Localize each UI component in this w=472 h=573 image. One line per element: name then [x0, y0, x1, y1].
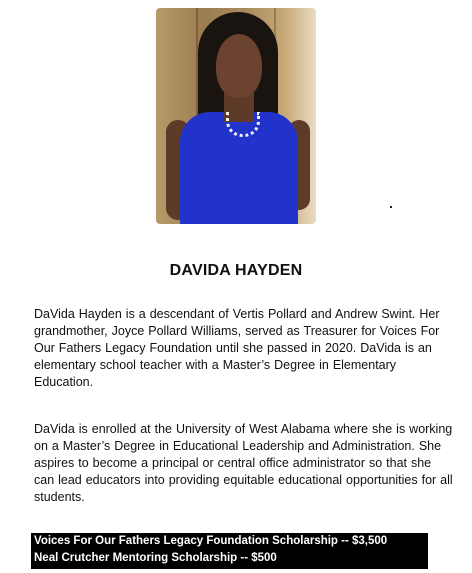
bio-paragraph-1: DaVida Hayden is a descendant of Vertis Pollard and Andrew Swint. Her grandmother, Joyce Pollard Williams, served as Treasurer for Voices For Our Fathers Legacy Foundation until she passed in 2020. DaVida is an elementary school teacher with a Master’s Degree in Elementary Education. — [34, 307, 440, 389]
scholarship-awards — [31, 533, 428, 569]
profile-photo — [156, 8, 316, 224]
bio-paragraph-2: DaVida is enrolled at the University of West Alabama where she is working on a Master’s Degree in Educational Leadership and Administration. She aspires to become a principal or central office administrator so that she can lead educators into providing equitable educational opportunities for all students. — [34, 422, 453, 504]
award-line-1: Voices For Our Fathers Legacy Foundation Scholarship -- $3,500 — [34, 535, 388, 547]
person-name: DAVIDA HAYDEN — [169, 262, 303, 279]
award-line-2: Neal Crutcher Mentoring Scholarship -- $500 — [34, 552, 277, 564]
stray-dot — [390, 206, 392, 208]
